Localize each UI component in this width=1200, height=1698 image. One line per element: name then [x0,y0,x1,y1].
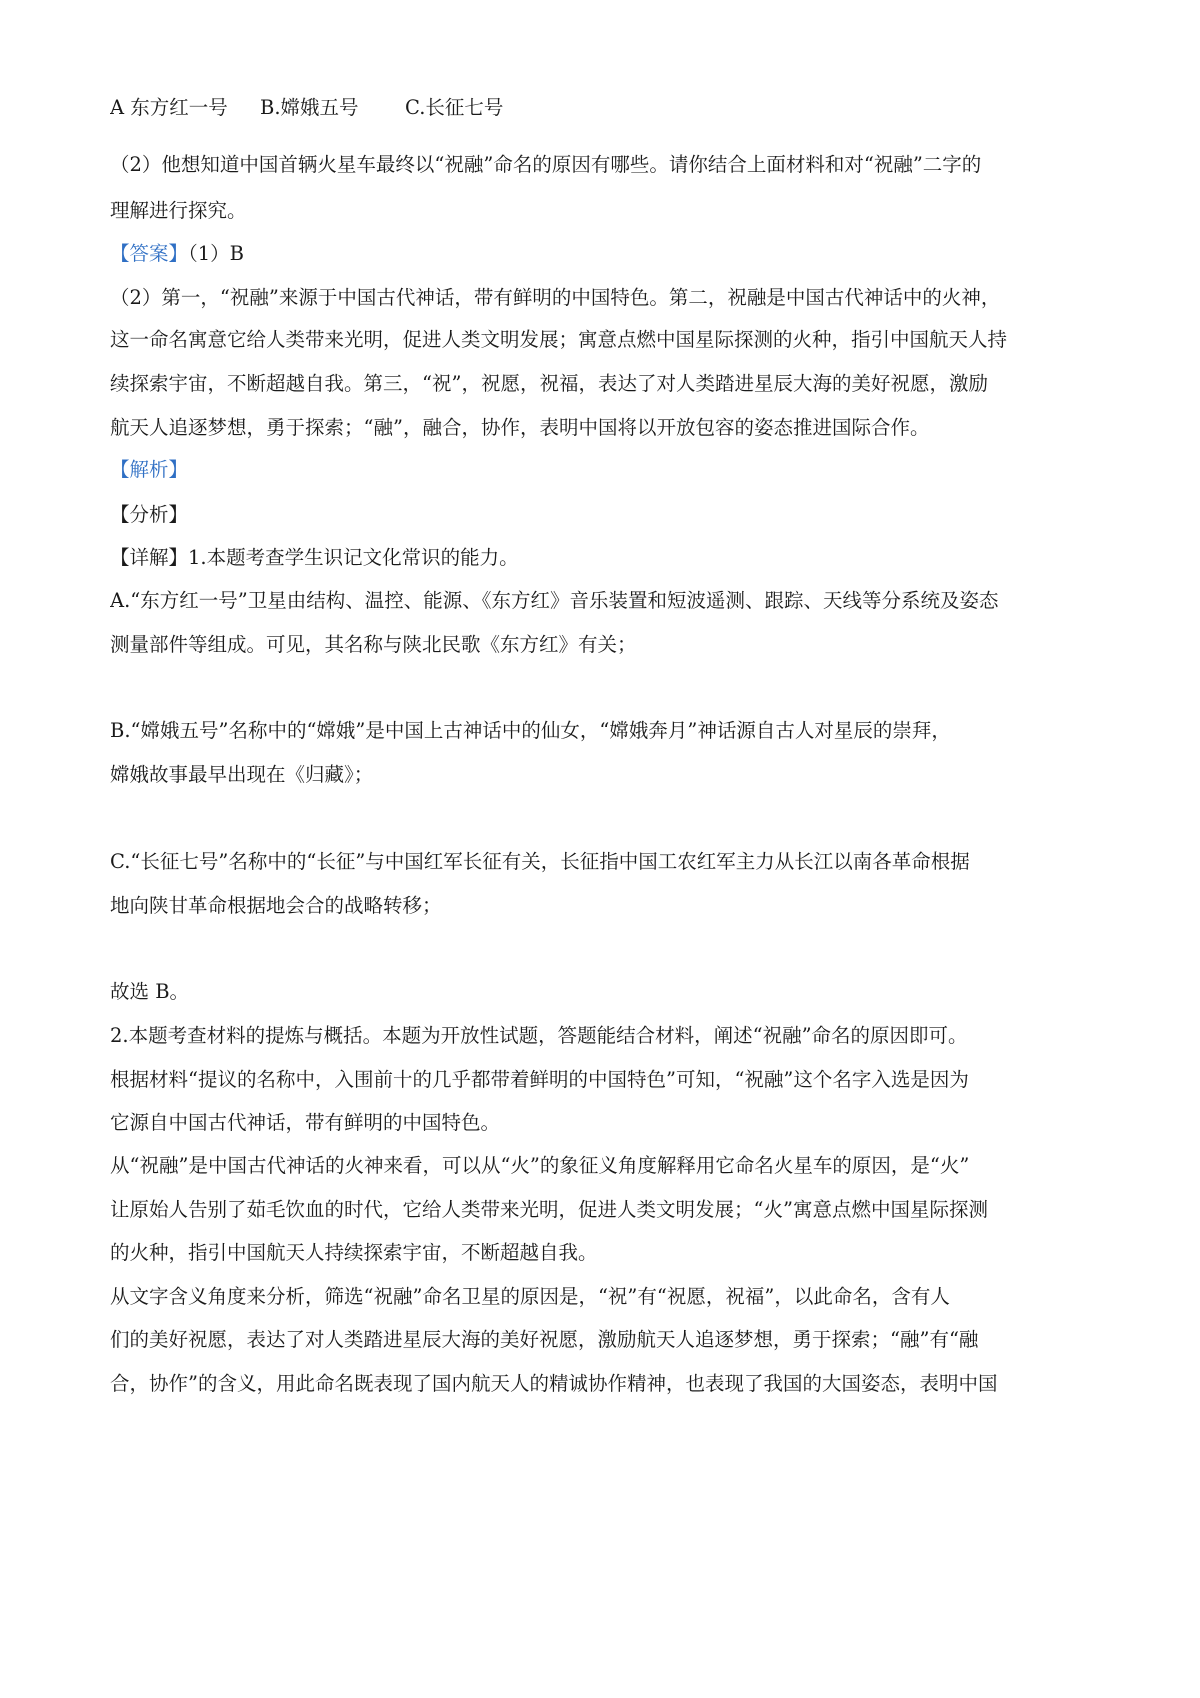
option-a-explain-line-2: 测量部件等组成。可见，其名称与陕北民歌《东方红》有关； [110,633,637,656]
options-line [110,96,1100,120]
option-a-explain-line-1: A.“东方红一号”卫星由结构、温控、能源、《东方红》音乐装置和短波遥测、跟踪、天线等分系统及姿态 [110,589,999,612]
question-part2-line-1: （2）他想知道中国首辆火星车最终以“祝融”命名的原因有哪些。请你结合上面材料和对“祝融”二字的 [110,153,982,176]
q2-line-3: 它源自中国古代神话，带有鲜明的中国特色。 [110,1111,501,1134]
answer-part2-line-1: （2）第一，“祝融”来源于中国古代神话，带有鲜明的中国特色。第二，祝融是中国古代神话中的火神， [110,286,1001,309]
analysis-tag: 【解析】 [110,458,189,481]
choose-answer: 故选 B。 [110,980,190,1003]
q2-line-4: 从“祝融”是中国古代神话的火神来看，可以从“火”的象征义角度解释用它命名火星车的原因，是“火” [110,1154,970,1177]
answer-line [110,242,1100,266]
option-b: B.嫦娥五号 [260,96,359,119]
answer-part1: （1）B [188,242,245,265]
option-b-explain-line-1: B.“嫦娥五号”名称中的“嫦娥”是中国上古神话中的仙女，“嫦娥奔月”神话源自古人对星辰的崇拜， [110,719,951,742]
option-c-explain-line-1: C.“长征七号”名称中的“长征”与中国红军长征有关，长征指中国工农红军主力从长江以南各革命根据 [110,850,970,873]
q2-line-6: 的火种，指引中国航天人持续探索宇宙，不断超越自我。 [110,1241,598,1264]
fenxi-heading: 【分析】 [110,503,189,526]
q2-line-1: 2.本题考查材料的提炼与概括。本题为开放性试题，答题能结合材料，阐述“祝融”命名的原因即可。 [110,1024,968,1047]
q2-line-8: 们的美好祝愿，表达了对人类踏进星辰大海的美好祝愿，激励航天人追逐梦想，勇于探索；“融”有“融 [110,1328,979,1351]
question-part2-line-2: 理解进行探究。 [110,199,247,222]
q2-line-5: 让原始人告别了茹毛饮血的时代，它给人类带来光明，促进人类文明发展；“火”寓意点燃中国星际探测 [110,1198,988,1221]
q2-line-2: 根据材料“提议的名称中，入围前十的几乎都带着鲜明的中国特色”可知，“祝融”这个名字入选是因为 [110,1068,969,1091]
option-c-explain-line-2: 地向陕甘革命根据地会合的战略转移； [110,894,442,917]
option-b-explain-line-2: 嫦娥故事最早出现在《归藏》； [110,763,374,786]
option-c: C.长征七号 [405,96,504,119]
q2-line-9: 合，协作”的含义，用此命名既表现了国内航天人的精诚协作精神，也表现了我国的大国姿态，表明中国 [110,1372,998,1395]
option-a: A 东方红一号 [110,96,228,119]
answer-part2-line-2: 这一命名寓意它给人类带来光明，促进人类文明发展；寓意点燃中国星际探测的火种，指引中国航天人持 [110,328,1008,351]
q2-line-7: 从文字含义角度来分析，筛选“祝融”命名卫星的原因是，“祝”有“祝愿，祝福”，以此命名，含有人 [110,1285,950,1308]
answer-tag: 【答案】 [110,242,189,265]
answer-part2-line-3: 续探索宇宙，不断超越自我。第三，“祝”，祝愿，祝福，表达了对人类踏进星辰大海的美好祝愿，激励 [110,372,988,395]
detail-intro: 【详解】1.本题考查学生识记文化常识的能力。 [110,546,519,569]
answer-part2-line-4: 航天人追逐梦想，勇于探索；“融”，融合，协作，表明中国将以开放包容的姿态推进国际合作。 [110,416,930,439]
